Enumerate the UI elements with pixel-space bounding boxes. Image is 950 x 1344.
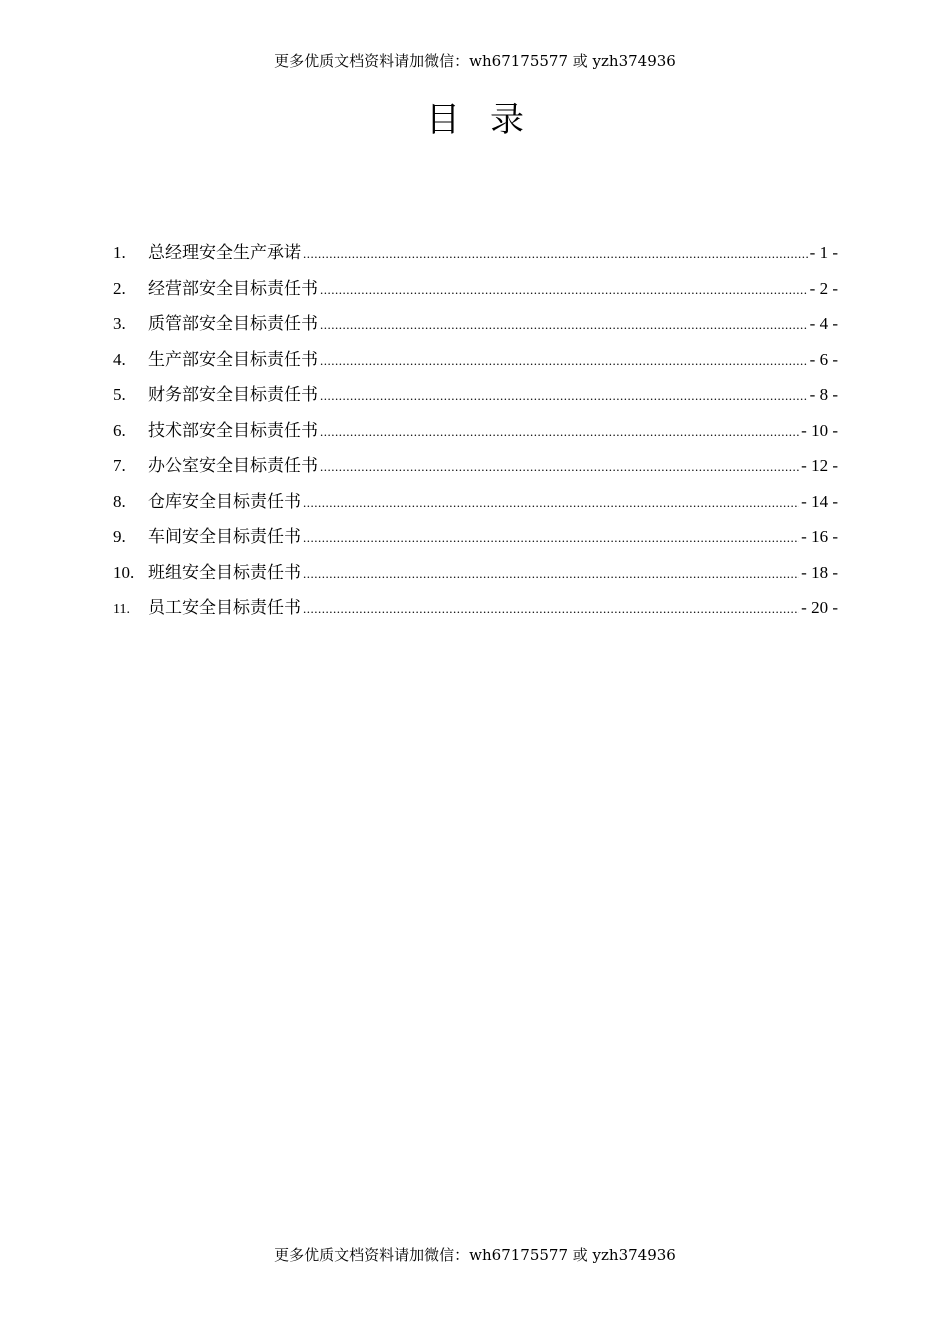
toc-entry-title: 生产部安全目标责任书 xyxy=(148,349,318,370)
toc-entry-page: - 12 - xyxy=(801,456,838,475)
toc-entry-number: 4. xyxy=(113,349,126,369)
toc-dot-leader xyxy=(303,520,799,556)
toc-dot-leader xyxy=(320,272,808,308)
toc-entry-title: 员工安全目标责任书 xyxy=(148,598,301,618)
toc-dot-leader xyxy=(320,414,799,450)
toc-entry[interactable] xyxy=(113,555,838,591)
toc-entry-number: 7. xyxy=(113,456,126,475)
toc-entry-title: 车间安全目标责任书 xyxy=(148,527,301,547)
toc-dot-leader xyxy=(320,307,808,343)
toc-entry[interactable] xyxy=(113,235,838,271)
toc-entry-number: 10. xyxy=(113,562,135,582)
toc-entry-page: - 18 - xyxy=(801,562,838,582)
footer-note: 更多优质文档资料请加微信：wh67175577 或 yzh374936 xyxy=(274,1246,676,1264)
toc-entry[interactable] xyxy=(113,448,838,484)
toc-entry-title: 仓库安全目标责任书 xyxy=(148,491,301,512)
toc-entry-number: 9. xyxy=(113,527,126,546)
toc-entry-page: - 2 - xyxy=(809,278,838,298)
toc-entry-title: 财务部安全目标责任书 xyxy=(148,385,318,405)
toc-dot-leader xyxy=(320,449,799,485)
toc-entry-page: - 6 - xyxy=(809,349,838,369)
toc-entry-title: 总经理安全生产承诺 xyxy=(148,243,301,263)
toc-dot-leader xyxy=(303,591,799,627)
toc-dot-leader xyxy=(303,236,808,272)
toc-entry-page: - 14 - xyxy=(801,491,838,511)
toc-entry[interactable] xyxy=(113,484,838,520)
toc-entry-number: 5. xyxy=(113,385,126,404)
toc-entry-number: 3. xyxy=(113,314,126,333)
toc-entry-page: - 16 - xyxy=(801,527,838,546)
toc-dot-leader xyxy=(303,485,799,521)
toc-entry-number: 8. xyxy=(113,491,126,511)
toc-dot-leader xyxy=(320,343,808,379)
toc-entry-title: 经营部安全目标责任书 xyxy=(148,278,318,299)
toc-entry[interactable] xyxy=(113,519,838,555)
toc-entry-title: 技术部安全目标责任书 xyxy=(148,420,318,441)
toc-entry-title: 班组安全目标责任书 xyxy=(148,562,301,583)
toc-dot-leader xyxy=(303,556,799,592)
toc-entry-title: 办公室安全目标责任书 xyxy=(148,456,318,476)
toc-entry-page: - 20 - xyxy=(801,598,838,617)
toc-entry-number: 2. xyxy=(113,278,126,298)
toc-entry[interactable] xyxy=(113,342,838,378)
toc-entry[interactable] xyxy=(113,271,838,307)
toc-entry-number: 6. xyxy=(113,420,126,440)
table-of-contents xyxy=(113,235,838,626)
toc-entry[interactable] xyxy=(113,590,838,626)
page-title: 目录 xyxy=(426,100,554,140)
toc-entry-page: - 1 - xyxy=(809,243,838,262)
toc-entry-page: - 10 - xyxy=(801,420,838,440)
toc-entry-page: - 8 - xyxy=(809,385,838,404)
toc-entry-title: 质管部安全目标责任书 xyxy=(148,314,318,334)
toc-entry[interactable] xyxy=(113,413,838,449)
header-note: 更多优质文档资料请加微信：wh67175577 或 yzh374936 xyxy=(274,52,676,70)
toc-entry-number: 1. xyxy=(113,243,126,262)
toc-entry-page: - 4 - xyxy=(809,314,838,333)
toc-entry[interactable] xyxy=(113,306,838,342)
toc-entry-number: 11. xyxy=(113,602,130,617)
toc-dot-leader xyxy=(320,378,808,414)
toc-entry[interactable] xyxy=(113,377,838,413)
